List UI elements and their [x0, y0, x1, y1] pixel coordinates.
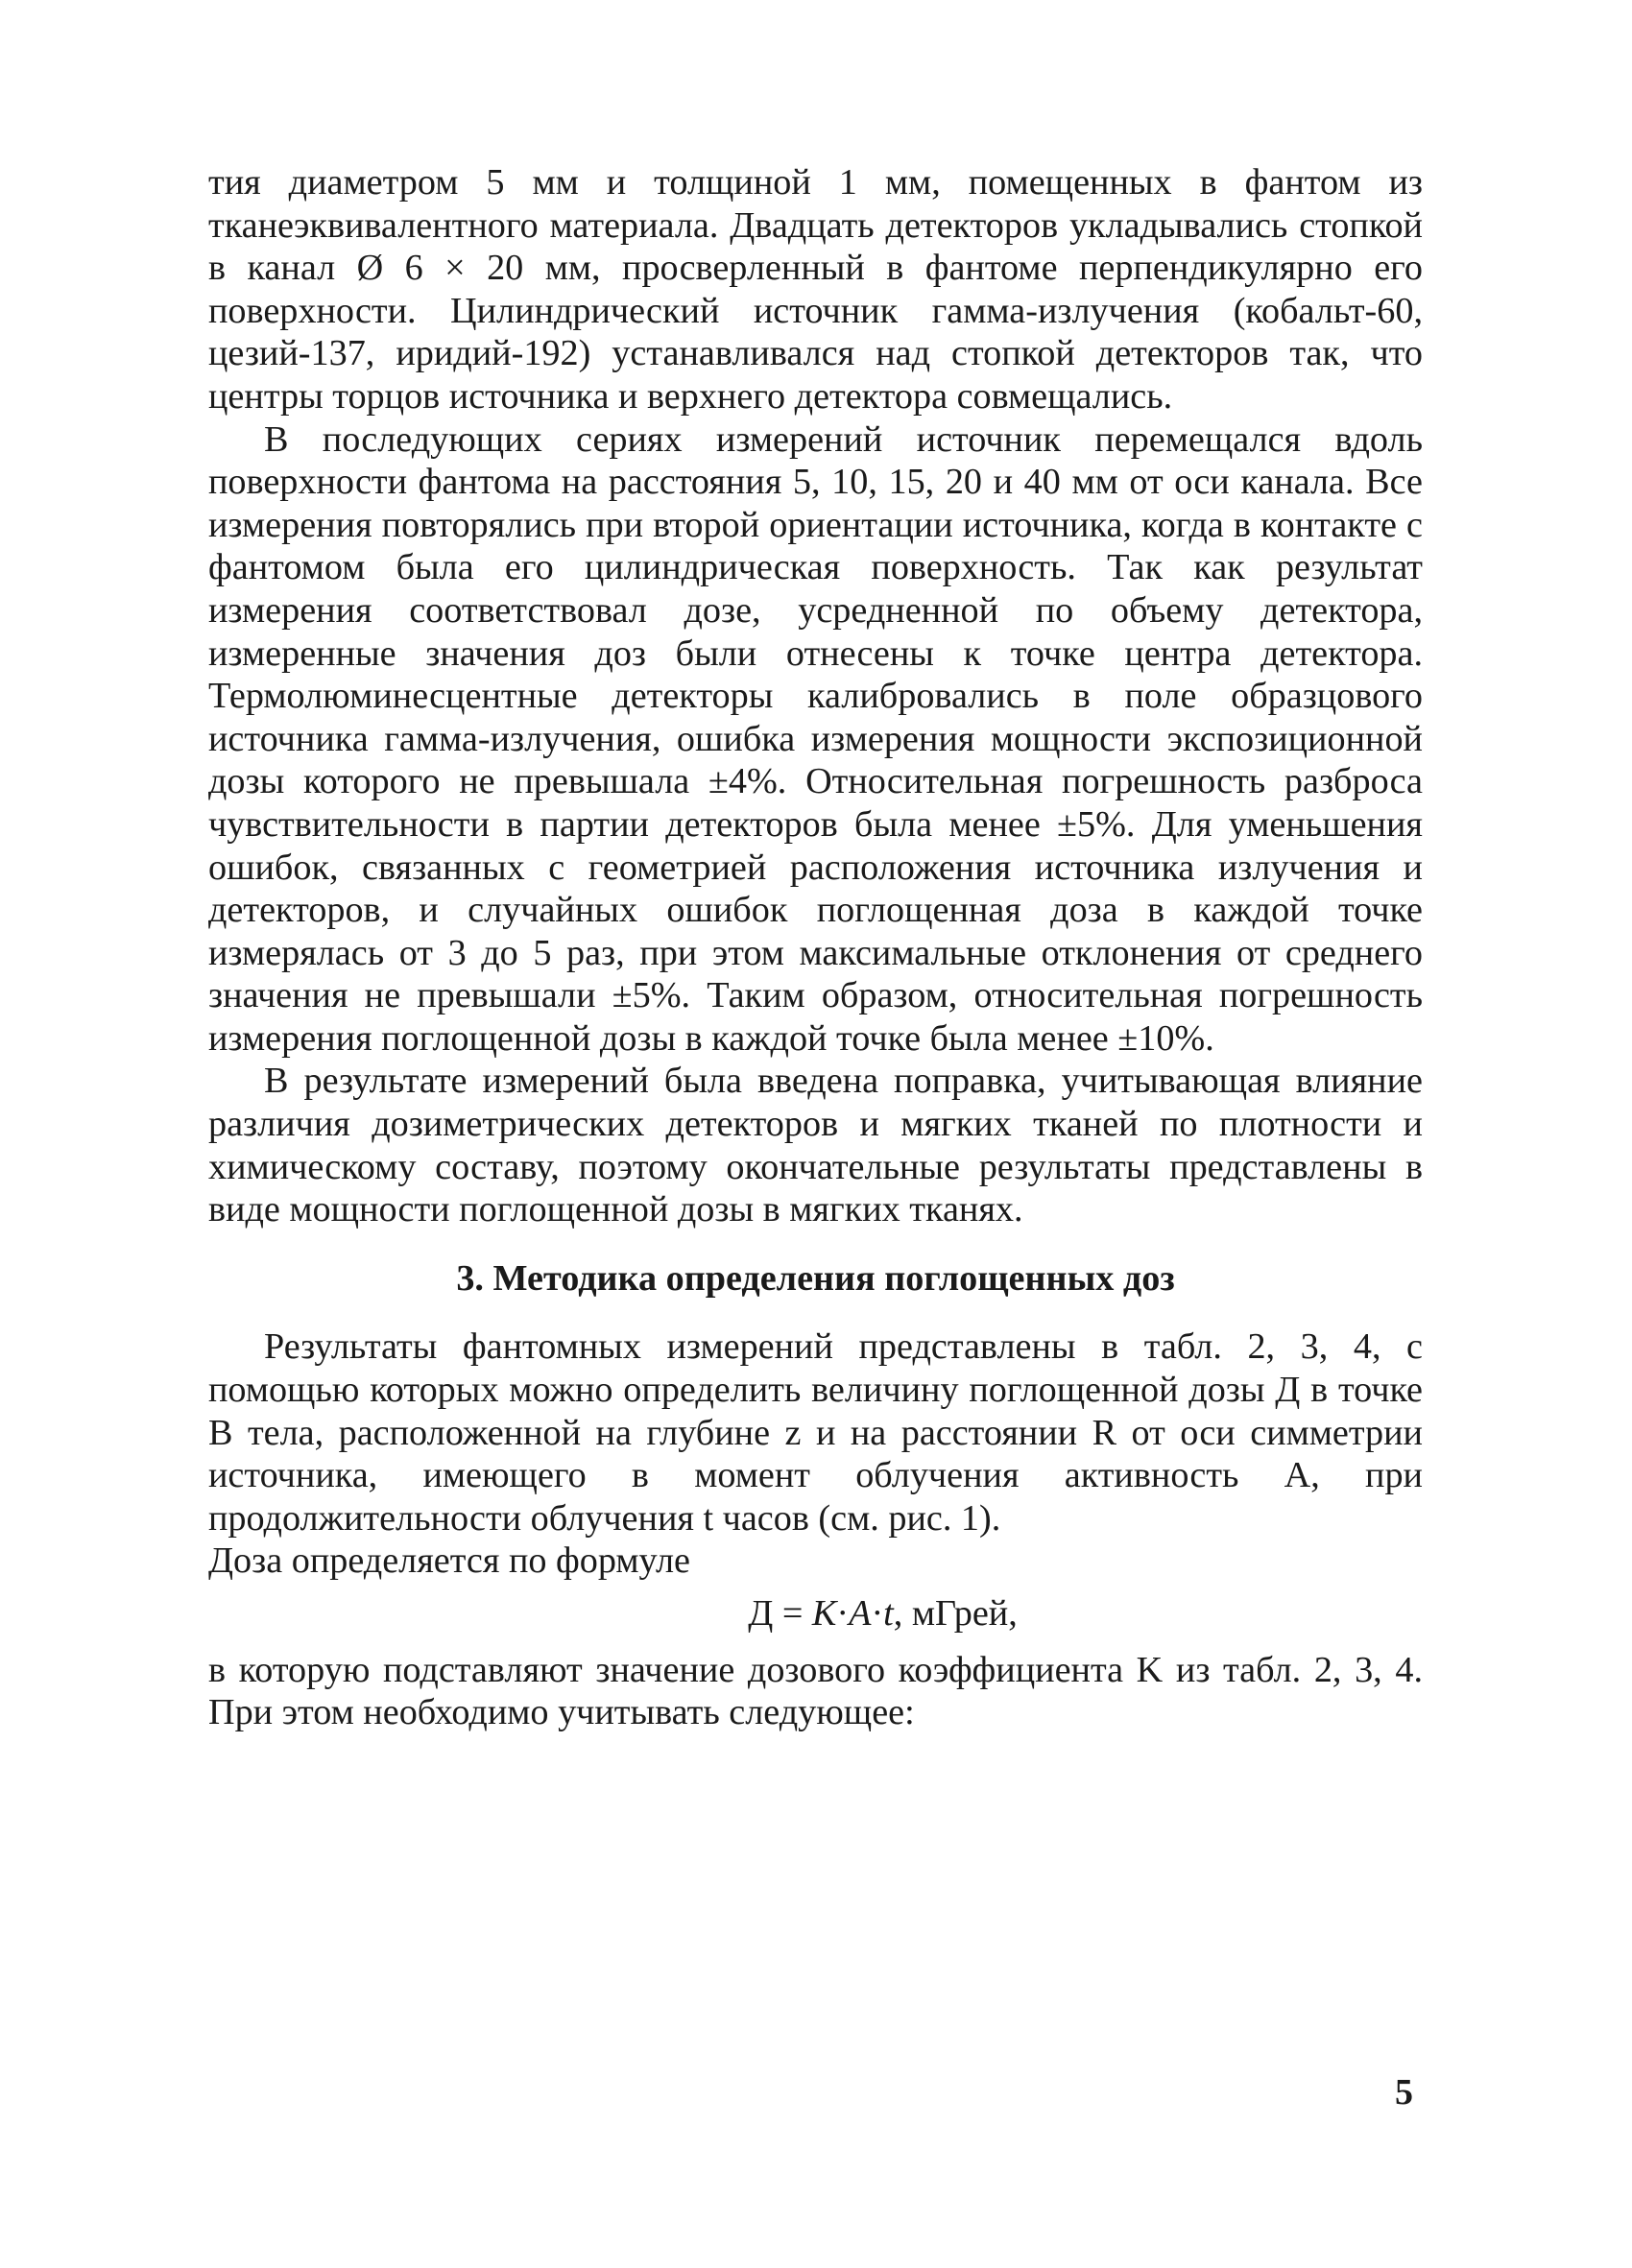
formula-dot-2: ·	[871, 1593, 884, 1634]
paragraph-3: В результате измерений была введена поправка, учитывающая влияние различия дозиметрических детекторов и мягких тканей по плотности и химическому составу, поэтому окончательные результаты представлены в виде мощности поглощенной дозы в мягких тканях.	[208, 1061, 1423, 1230]
dose-formula	[208, 1592, 1423, 1635]
section-heading: 3. Методика определения поглощенных доз	[456, 1257, 1175, 1299]
body-text	[208, 161, 1423, 1734]
paragraph-6: в которую подставляют значение дозового коэффициента K из табл. 2, 3, 4. При этом необходимо учитывать следующее:	[208, 1649, 1423, 1733]
paragraph-2: В последующих сериях измерений источник перемещался вдоль поверхности фантома на расстояния 5, 10, 15, 20 и 40 мм от оси канала. Все измерения повторялись при второй ориентации источника, когда в контакте с фантомом была его цилиндрическая поверхность. Так как результат измерения соответствовал дозе, усредненной по объему детектора, измеренные значения доз были отнесены к точке центра детектора. Термолюминесцентные детекторы калибровались в поле образцового источника гамма-излучения, ошибка измерения мощности экспозиционной дозы которого не превышала ±4%. Относительная погрешность разброса чувствительности в партии детекторов была менее ±5%. Для уменьшения ошибок, связанных с геометрией расположения источника излучения и детекторов, и случайных ошибок поглощенная доза в каждой точке измерялась от 3 до 5 раз, при этом максимальные отклонения от среднего значения не превышали ±5%. Таким образом, относительная погрешность измерения поглощенной дозы в каждой точке была менее ±10%.	[208, 418, 1423, 1059]
formula-a: A	[849, 1593, 872, 1634]
paragraph-5: Доза определяется по формуле	[208, 1540, 690, 1582]
page-number: 5	[1395, 2072, 1413, 2113]
formula-lhs: Д =	[748, 1593, 804, 1634]
formula-unit: , мГрей,	[893, 1593, 1018, 1634]
paragraph-1: тия диаметром 5 мм и толщиной 1 мм, помещенных в фантом из тканеэквивалентного материала. Двадцать детекторов укладывались стопкой в канал Ø 6 × 20 мм, просверленный в фантоме перпендикулярно его поверхности. Цилиндрический источник гамма-излучения (кобальт-60, цезий-137, иридий-192) устанавливался над стопкой детекторов так, что центры торцов источника и верхнего детектора совмещались.	[208, 162, 1423, 417]
formula-t: t	[883, 1593, 894, 1634]
paragraph-4: Результаты фантомных измерений представлены в табл. 2, 3, 4, с помощью которых можно определить величину поглощенной дозы Д в точке B тела, расположенной на глубине z и на расстоянии R от оси симметрии источника, имеющего в момент облучения активность A, при продолжительности облучения t часов (см. рис. 1).	[208, 1326, 1423, 1539]
formula-dot-1: ·	[836, 1593, 850, 1634]
formula-k: K	[811, 1593, 837, 1634]
